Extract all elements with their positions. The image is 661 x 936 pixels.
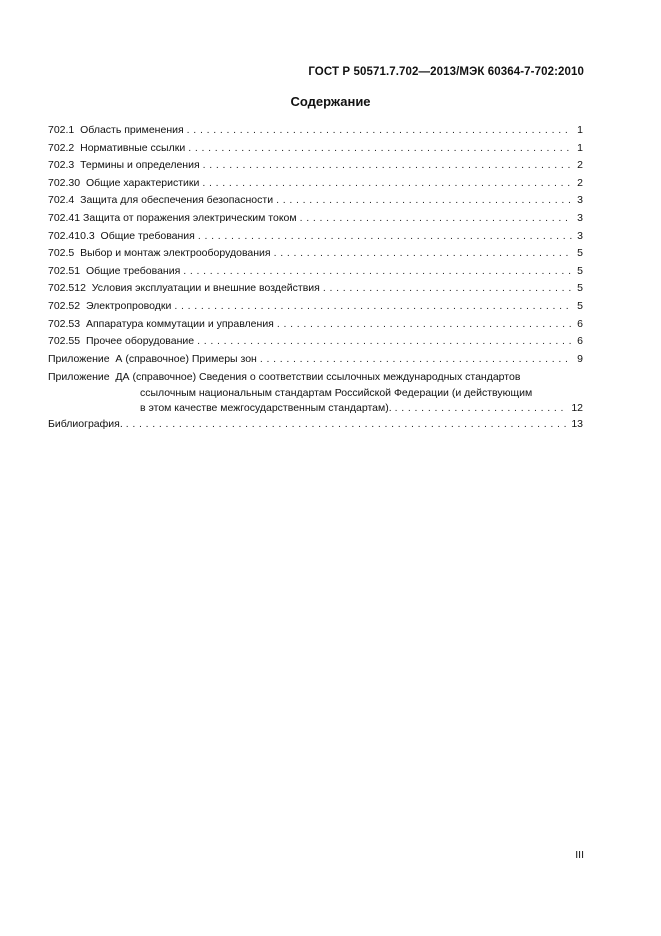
toc-entry[interactable] [48,333,583,351]
dot-leader [197,333,572,351]
toc-page-number: 1 [577,124,583,136]
toc-entry-label: Приложение ДА (справочное) Сведения о соответствии ссылочных международных стандартов [48,371,521,384]
toc-entry-label: 702.55 Прочее оборудование [48,335,195,348]
toc-entry-label: Приложение А (справочное) Примеры зон [48,352,257,365]
dot-leader [203,157,572,175]
toc-page-number: 3 [577,229,583,242]
toc-entry-label: 702.41 Защита от поражения электрическим током [48,211,297,224]
toc-entry-bibliography[interactable] [48,416,583,434]
dot-leader [395,401,569,416]
dot-leader [183,263,572,281]
dot-leader [300,210,572,228]
toc-entry-label-continued: ссылочным национальным стандартам Российской Федерации (и действующим [140,386,533,399]
dot-leader [277,316,572,334]
toc-entry-label: 702.410.3 Общие требования [48,229,195,242]
toc-page-number: 5 [577,264,583,277]
toc-page-number: 6 [577,335,583,348]
document-designation: ГОСТ Р 50571.7.702—2013/МЭК 60364-7-702:2010 [308,66,584,78]
dot-leader [323,280,572,298]
toc-entry-label: 702.3 Термины и определения [48,159,200,172]
toc-page-number: 5 [577,299,583,312]
toc-entry[interactable] [48,280,583,298]
toc-page-number: 9 [577,352,583,365]
dot-leader [126,416,569,434]
toc-entry[interactable] [48,316,583,334]
toc-entry-label: 702.53 Аппаратура коммутации и управления [48,317,274,330]
toc-entry[interactable] [48,245,583,263]
toc-entry[interactable] [48,298,583,316]
toc-entry[interactable] [48,140,583,158]
toc-entry[interactable] [48,122,583,140]
toc-page-number: 5 [577,282,583,295]
toc-title: Содержание [290,94,371,109]
toc-entry[interactable] [48,263,583,281]
toc-entry-label: 702.5 Выбор и монтаж электрооборудования [48,247,271,260]
toc-page-number: 2 [577,176,583,189]
toc-entry[interactable] [48,210,583,228]
dot-leader [260,351,572,369]
toc-page-number: 3 [577,194,583,207]
toc-page-number: 3 [577,211,583,224]
toc-entry-label: 702.512 Условия эксплуатации и внешние воздействия [48,282,320,295]
toc-page-number: 5 [577,247,583,260]
toc-entry-label: Библиография. [48,417,123,430]
toc-entry-label: 702.30 Общие характеристики [48,176,200,189]
toc-page-number: 13 [571,417,583,430]
toc-entry[interactable] [48,157,583,175]
dot-leader [198,228,572,246]
toc-entry-label: 702.1 Область применения [48,124,184,136]
toc-entry[interactable] [48,192,583,210]
toc-entry[interactable] [48,175,583,193]
toc-page-number: 6 [577,317,583,330]
toc-entry-appendix-da[interactable] [48,368,583,416]
dot-leader [202,175,572,193]
toc-entry[interactable] [48,228,583,246]
toc-entry-label: 702.52 Электропроводки [48,299,172,312]
toc-entry-label: 702.2 Нормативные ссылки [48,141,186,154]
toc-entry-label: 702.4 Защита для обеспечения безопасности [48,194,274,207]
toc-entry-label-continued: в этом качестве межгосударственным стандартам). [140,401,392,414]
dot-leader [274,245,572,263]
table-of-contents [48,122,583,434]
dot-leader [276,192,572,210]
dot-leader [187,122,572,140]
dot-leader [174,298,572,316]
toc-entry[interactable] [48,351,583,369]
toc-page-number: 12 [571,401,583,414]
dot-leader [188,140,572,158]
toc-page-number: 2 [577,159,583,172]
toc-entry-label: 702.51 Общие требования [48,264,181,277]
page-number: III [575,849,584,861]
toc-page-number: 1 [577,141,583,154]
